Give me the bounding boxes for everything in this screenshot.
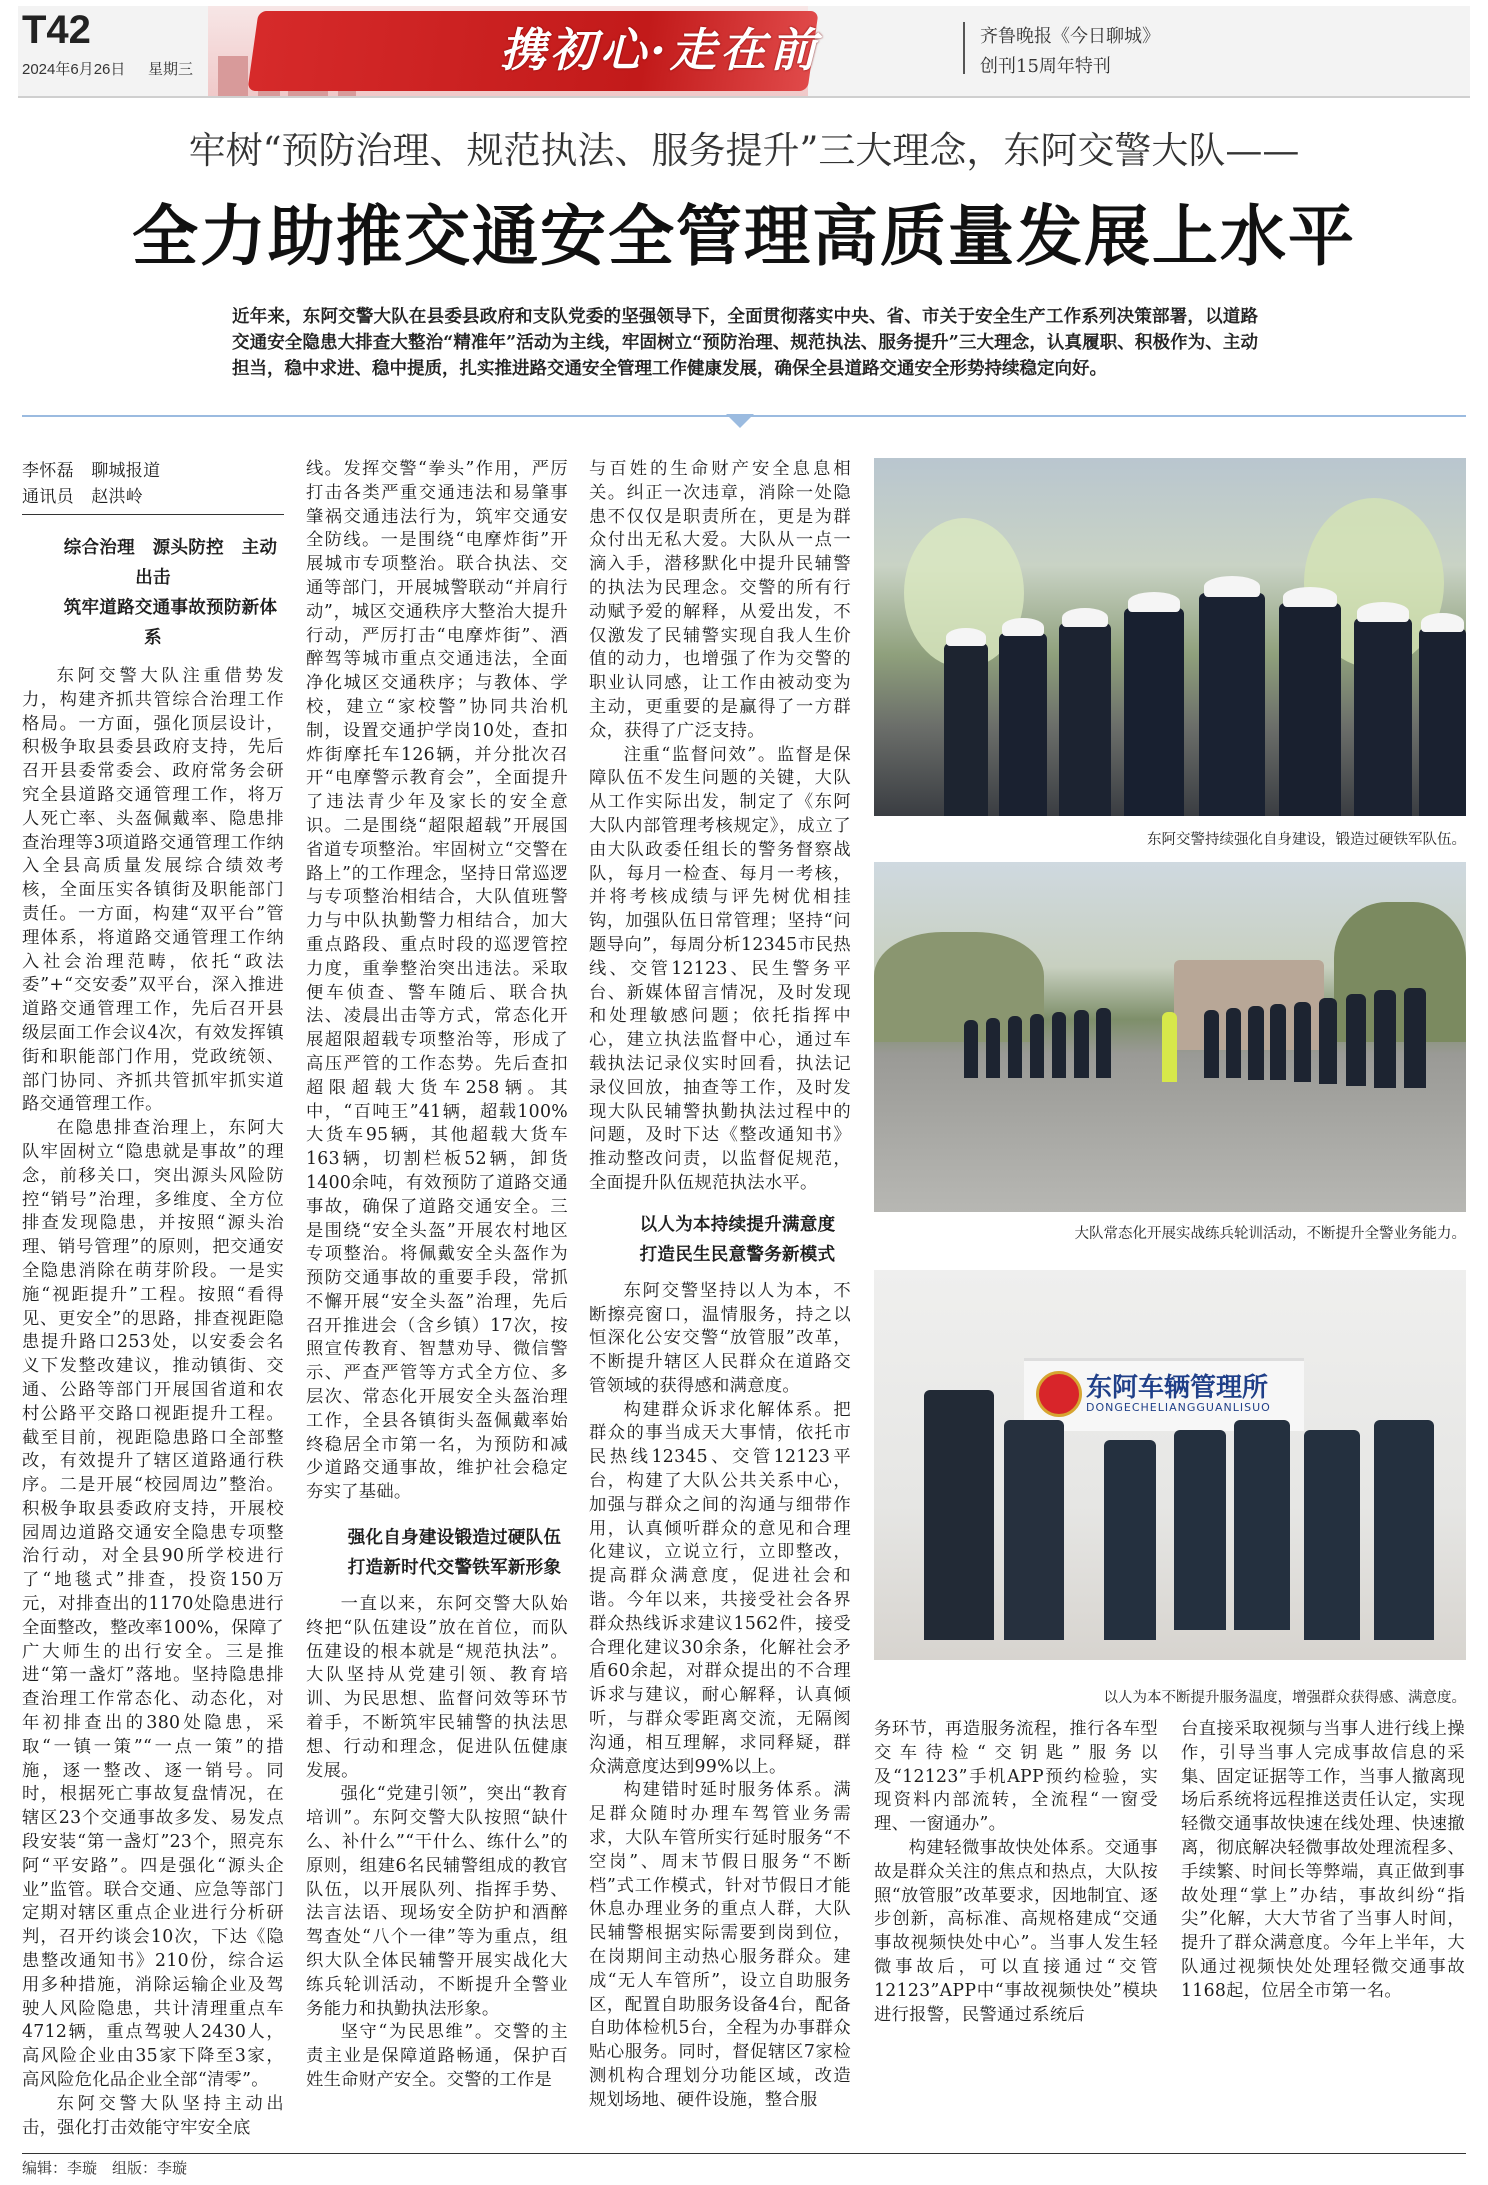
article-headline: 全力助推交通安全管理高质量发展上水平	[132, 197, 1356, 275]
paragraph: 注重“监督问效”。监督是保障队伍不发生问题的关键，大队从工作实际出发，制定了《东阿大队内部管理考核规定》，成立了由大队政委任组长的警务督察战队，每月一检查、每月一考核，并将考核成绩与评先树优相挂钩，加强队伍日常管理；坚持“问题导向”，每周分析12345市民热线、交管12123、民生警务平台、新媒体留言情况，及时发现和处理敏感问题；依托指挥中心，建立执法监督中心，通过车载执法记录仪实时回看，执法记录仪回放，抽查等工作，及时发现大队民辅警执勤执法过程中的问题，及时下达《整改通知书》推动整改问责，以监督促规范，全面提升队伍规范执法水平。	[589, 744, 851, 1193]
photo-service-hall	[874, 1270, 1466, 1660]
paragraph: 一直以来，东阿交警大队始终把“队伍建设”放在首位，而队伍建设的根本就是“规范执法”。大队坚持从党建引领、教育培训、为民思想、监督问效等环节着手，不断筑牢民辅警的执法思想、行动和理念，促进队伍健康发展。	[306, 1594, 568, 1781]
office-sign-subtitle: DONGECHELIANGGUANLISUO	[1086, 1401, 1271, 1414]
subhead-2a: 强化自身建设锻造过硬队伍	[347, 1528, 562, 1549]
photo-officers-formation	[874, 458, 1466, 816]
paragraph: 构建轻微事故快处体系。交通事故是群众关注的焦点和热点，大队按照“放管服”改革要求，因地制宜、逐步创新，高标准、高规格建成“交通事故视频快处中心”。当事人发生轻微事故后，可以直接通过“交管12123”APP中“事故视频快处”模块进行报警，民警通过系统后	[874, 1837, 1158, 2025]
byline-correspondent: 通讯员 赵洪岭	[22, 484, 284, 515]
column-2	[306, 458, 568, 2093]
paragraph: 在隐患排查治理上，东阿大队牢固树立“隐患就是事故”的理念，前移关口，突出源头风险防控“销号”治理，多维度、全方位排查发现隐患，并按照“源头治理、销号管理”的原则，把交通安全隐患消除在萌芽阶段。一是实施“视距提升”工程。按照“看得见、更安全”的思路，排查视距隐患提升路口253处，以安委会名义下发整改建议，推动镇街、交通、公路等部门开展国省道和农村公路平交路口视距提升工程。截至目前，视距隐患路口全部整改，有效提升了辖区道路通行秩序。二是开展“校园周边”整治。积极争取县委政府支持，开展校园周边道路交通安全隐患专项整治行动，对全县90所学校进行了“地毯式”排查，投资150万元，对排查出的1170处隐患进行全面整改，整改率100%，保障了广大师生的出行安全。三是推进“第一盏灯”落地。坚持隐患排查治理工作常态化、动态化，对年初排查出的380处隐患，采取“一镇一策”“一点一策”的措施，逐一整改、逐一销号。同时，根据死亡事故复盘情况，在辖区23个交通事故多发、易发点段安装“第一盏灯”23个，照亮东阿“平安路”。四是强化“源头企业”监管。联合交通、应急等部门定期对辖区重点企业进行分析研判，召开约谈会10次，下达《隐患整改通知书》210份，综合运用多种措施，消除运输企业及驾驶人风险隐患，共计清理重点车4712辆，重点驾驶人2430人，高风险企业由35家下降至3家，高风险危化品企业全部“清零”。	[22, 1118, 284, 2091]
paragraph: 东阿交警坚持以人为本，不断擦亮窗口，温情服务，持之以恒深化公安交警“放管服”改革，不断提升辖区人民群众在道路交管领域的获得感和满意度。	[589, 1280, 851, 1396]
article-kicker: 牢树“预防治理、规范执法、服务提升”三大理念，东阿交警大队——	[188, 129, 1300, 172]
subhead-1b: 筑牢道路交通事故预防新体系	[63, 598, 278, 648]
paragraph: 与百姓的生命财产安全息息相关。纠正一次违章，消除一处隐患不仅仅是职责所在，更是为群众付出无私大爱。大队从一点一滴入手，潜移默化中提升民辅警的执法为民理念。交警的所有行动赋予爱的解释，从爱出发，不仅激发了民辅警实现自我人生价值的动力，也增强了作为交警的职业认同感，让工作由被动变为主动，更重要的是赢得了一方群众，获得了广泛支持。	[589, 459, 851, 741]
photo-caption-1: 东阿交警持续强化自身建设，锻造过硬铁军队伍。	[1147, 832, 1466, 848]
photo-caption-3: 以人为本不断提升服务温度，增强群众获得感、满意度。	[1103, 1690, 1466, 1706]
column-3	[589, 458, 851, 2113]
police-emblem-icon	[1036, 1371, 1082, 1417]
issue-date: 2024年6月26日	[22, 61, 126, 78]
photo-drill-training	[874, 862, 1466, 1212]
subhead-3b: 打造民生民意警务新模式	[639, 1244, 836, 1265]
paragraph: 线。发挥交警“拳头”作用，严厉打击各类严重交通违法和易肇事肇祸交通违法行为，筑牢交通安全防线。一是围绕“电摩炸街”开展城市专项整治。联合执法、交通等部门，开展城警联动“并肩行动”，城区交通秩序大整治大提升行动，严厉打击“电摩炸街”、酒醉驾等城市重点交通违法，全面净化城区交通秩序；与教体、学校，建立“家校警”协同共治机制，设置交通护学岗10处，查扣炸街摩托车126辆，并分批次召开“电摩警示教育会”，全面提升了违法青少年及家长的安全意识。二是围绕“超限超载”开展国省道专项整治。牢固树立“交警在路上”的工作理念，坚持日常巡逻与专项整治相结合，大队值班警力与中队执勤警力相结合，加大重点路段、重点时段的巡逻管控力度，重拳整治突出违法。采取便车侦查、警车随后、联合执法、凌晨出击等方式，常态化开展超限超载专项整治等，形成了高压严管的工作态势。先后查扣超限超载大货车258辆。其中，“百吨王”41辆，超载100%大货车95辆，其他超载大货车163辆，切割栏板52辆，卸货1400余吨，有效预防了道路交通事故，确保了道路交通安全。三是围绕“安全头盔”开展农村地区专项整治。将佩戴安全头盔作为预防交通事故的重要手段，常抓不懈开展“安全头盔”治理，先后召开推进会（含乡镇）17次，按照宣传教育、智慧劝导、微信警示、严查严管等方式全方位、多层次、常态化开展安全头盔治理工作，全县各镇街头盔佩戴率始终稳居全市第一名，为预防和减少道路交通事故，维护社会稳定夯实了基础。	[306, 459, 568, 1503]
footer-editor-credit: 编辑：李璇 组版：李璇	[22, 2159, 188, 2177]
header-divider	[963, 22, 965, 74]
column-4	[874, 1718, 1158, 2027]
article-lead: 近年来，东阿交警大队在县委县政府和支队党委的坚强领导下，全面贯彻落实中央、省、市关于安全生产工作系列决策部署，以道路交通安全隐患大排查大整治“精准年”活动为主线，牢固树立“预防治理、规范执法、服务提升”三大理念，认真履职、积极作为、主动担当，稳中求进、稳中提质，扎实推进路交通安全管理工作健康发展，确保全县道路交通安全形势持续稳定向好。	[232, 307, 1258, 379]
byline-reporter: 李怀磊 聊城报道	[22, 461, 161, 481]
issue-weekday: 星期三	[148, 61, 194, 78]
photo-caption-2: 大队常态化开展实战练兵轮训活动，不断提升全警业务能力。	[1074, 1226, 1466, 1242]
office-sign-title: 东阿车辆管理所	[1086, 1373, 1269, 1403]
lead-divider-arrow	[726, 414, 754, 428]
paragraph: 构建错时延时服务体系。满足群众随时办理车驾管业务需求，大队车管所实行延时服务“不空岗”、周末节假日服务“不断档”式工作模式，针对节假日才能休息办理业务的重点人群，大队民辅警根据实际需要到岗到位，在岗期间主动热心服务群众。建成“无人车管所”，设立自助服务区，配置自助服务设备4台，配备自助体检机5台，全程为办事群众贴心服务。同时，督促辖区7家检测机构合理划分功能区域，改造规划场地、硬件设施，整合服	[589, 1780, 851, 2110]
page-number: T42	[22, 8, 91, 52]
paragraph: 东阿交警大队坚持主动出击，强化打击效能守牢安全底	[22, 2093, 284, 2138]
paragraph: 强化“党建引领”，突出“教育培训”。东阿交警大队按照“缺什么、补什么”“干什么、练什么”的原则，组建6名民辅警组成的教官队伍，以开展队列、指挥手势、法言法语、现场安全防护和酒醉驾查处“八个一律”等为重点，组织大队全体民辅警开展实战化大练兵轮训活动，不断提升全警业务能力和执勤执法形象。	[306, 1784, 568, 2019]
footer-divider	[22, 2153, 1466, 2154]
subhead-2b: 打造新时代交警铁军新形象	[347, 1558, 562, 1579]
paragraph: 东阿交警大队注重借势发力，构建齐抓共管综合治理工作格局。一方面，强化顶层设计，积极争取县委县政府支持，先后召开县委常委会、政府常务会研究全县道路交通管理工作，将万人死亡率、头盔佩戴率、隐患排查治理等3项道路交通管理工作纳入全县高质量发展综合绩效考核，全面压实各镇街及职能部门责任。一方面，构建“双平台”管理体系，将道路交通管理工作纳入社会治理范畴，依托“政法委”+“交安委”双平台，深入推进道路交通管理工作，先后召开县级层面工作会议4次，有效发挥镇街和职能部门作用，党政统领、部门协同、齐抓共管抓牢抓实道路交通管理工作。	[22, 666, 284, 1115]
paragraph: 务环节，再造服务流程，推行各车型交车待检“交钥匙”服务以及“12123”手机APP预约检验，实现资料内部流转，全流程“一窗受理、一窗通办”。	[874, 1719, 1158, 1835]
paragraph: 台直接采取视频与当事人进行线上操作，引导当事人完成事故信息的采集、固定证据等工作，当事人撤离现场后系统将远程推送责任认定，实现轻微交通事故快速在线处理、快速撤离，彻底解决轻微事故处理流程多、手续繁、时间长等弊端，真正做到事故处理“掌上”办结，事故纠纷“指尖”化解，大大节省了当事人时间，提升了群众满意度。今年上半年，大队通过视频快处处理轻微交通事故1168起，位居全市第一名。	[1181, 1719, 1465, 2001]
column-1	[22, 458, 284, 2140]
slogan-calligraphy: 携初心·走在前	[500, 23, 821, 77]
paragraph: 坚守“为民思维”。交警的主责主业是保障道路畅通，保护百姓生命财产安全。交警的工作是	[306, 2022, 568, 2090]
subhead-1a: 综合治理 源头防控 主动出击	[63, 538, 278, 588]
anniversary-label: 创刊15周年特刊	[980, 56, 1111, 77]
column-5	[1181, 1718, 1465, 2004]
subhead-3a: 以人为本持续提升满意度	[639, 1214, 836, 1235]
publisher-name: 齐鲁晚报《今日聊城》	[980, 26, 1160, 47]
paragraph: 构建群众诉求化解体系。把群众的事当成天大事情，依托市民热线12345、交管12123平台，构建了大队公共关系中心，加强与群众之间的沟通与细带作用，认真倾听群众的意见和合理化建议，立说立行，立即整改，提高群众满意度，促进社会和谐。今年以来，共接受社会各界群众热线诉求建议1562件，接受合理化建议30余条，化解社会矛盾60余起，对群众提出的不合理诉求与建议，耐心解释，认真倾听，与群众零距离交流，无隔阂沟通，相互理解，求同释疑，群众满意度达到99%以上。	[589, 1399, 851, 1777]
